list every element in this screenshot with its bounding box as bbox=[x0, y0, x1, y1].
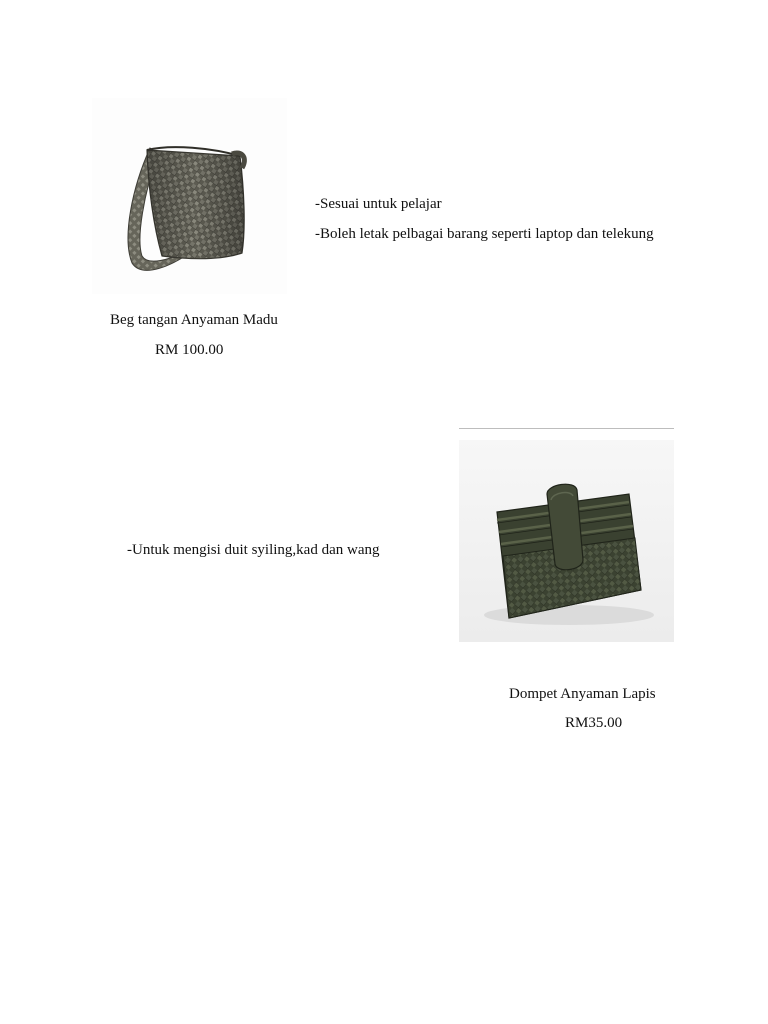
product-1-price: RM 100.00 bbox=[155, 342, 224, 358]
woven-bag-icon bbox=[92, 98, 287, 294]
image-top-border bbox=[459, 428, 674, 429]
product-1-name: Beg tangan Anyaman Madu bbox=[110, 312, 278, 328]
woven-bag-image bbox=[92, 98, 287, 294]
woven-wallet-image bbox=[459, 440, 674, 642]
product-1-feature-1: -Sesuai untuk pelajar bbox=[315, 196, 442, 212]
product-2-price: RM35.00 bbox=[565, 715, 623, 731]
product-1-feature-2: -Boleh letak pelbagai barang seperti laptop dan telekung bbox=[315, 226, 654, 242]
product-2-name: Dompet Anyaman Lapis bbox=[509, 686, 656, 702]
woven-wallet-icon bbox=[459, 440, 674, 642]
product-2-feature-1: -Untuk mengisi duit syiling,kad dan wang bbox=[127, 542, 380, 558]
